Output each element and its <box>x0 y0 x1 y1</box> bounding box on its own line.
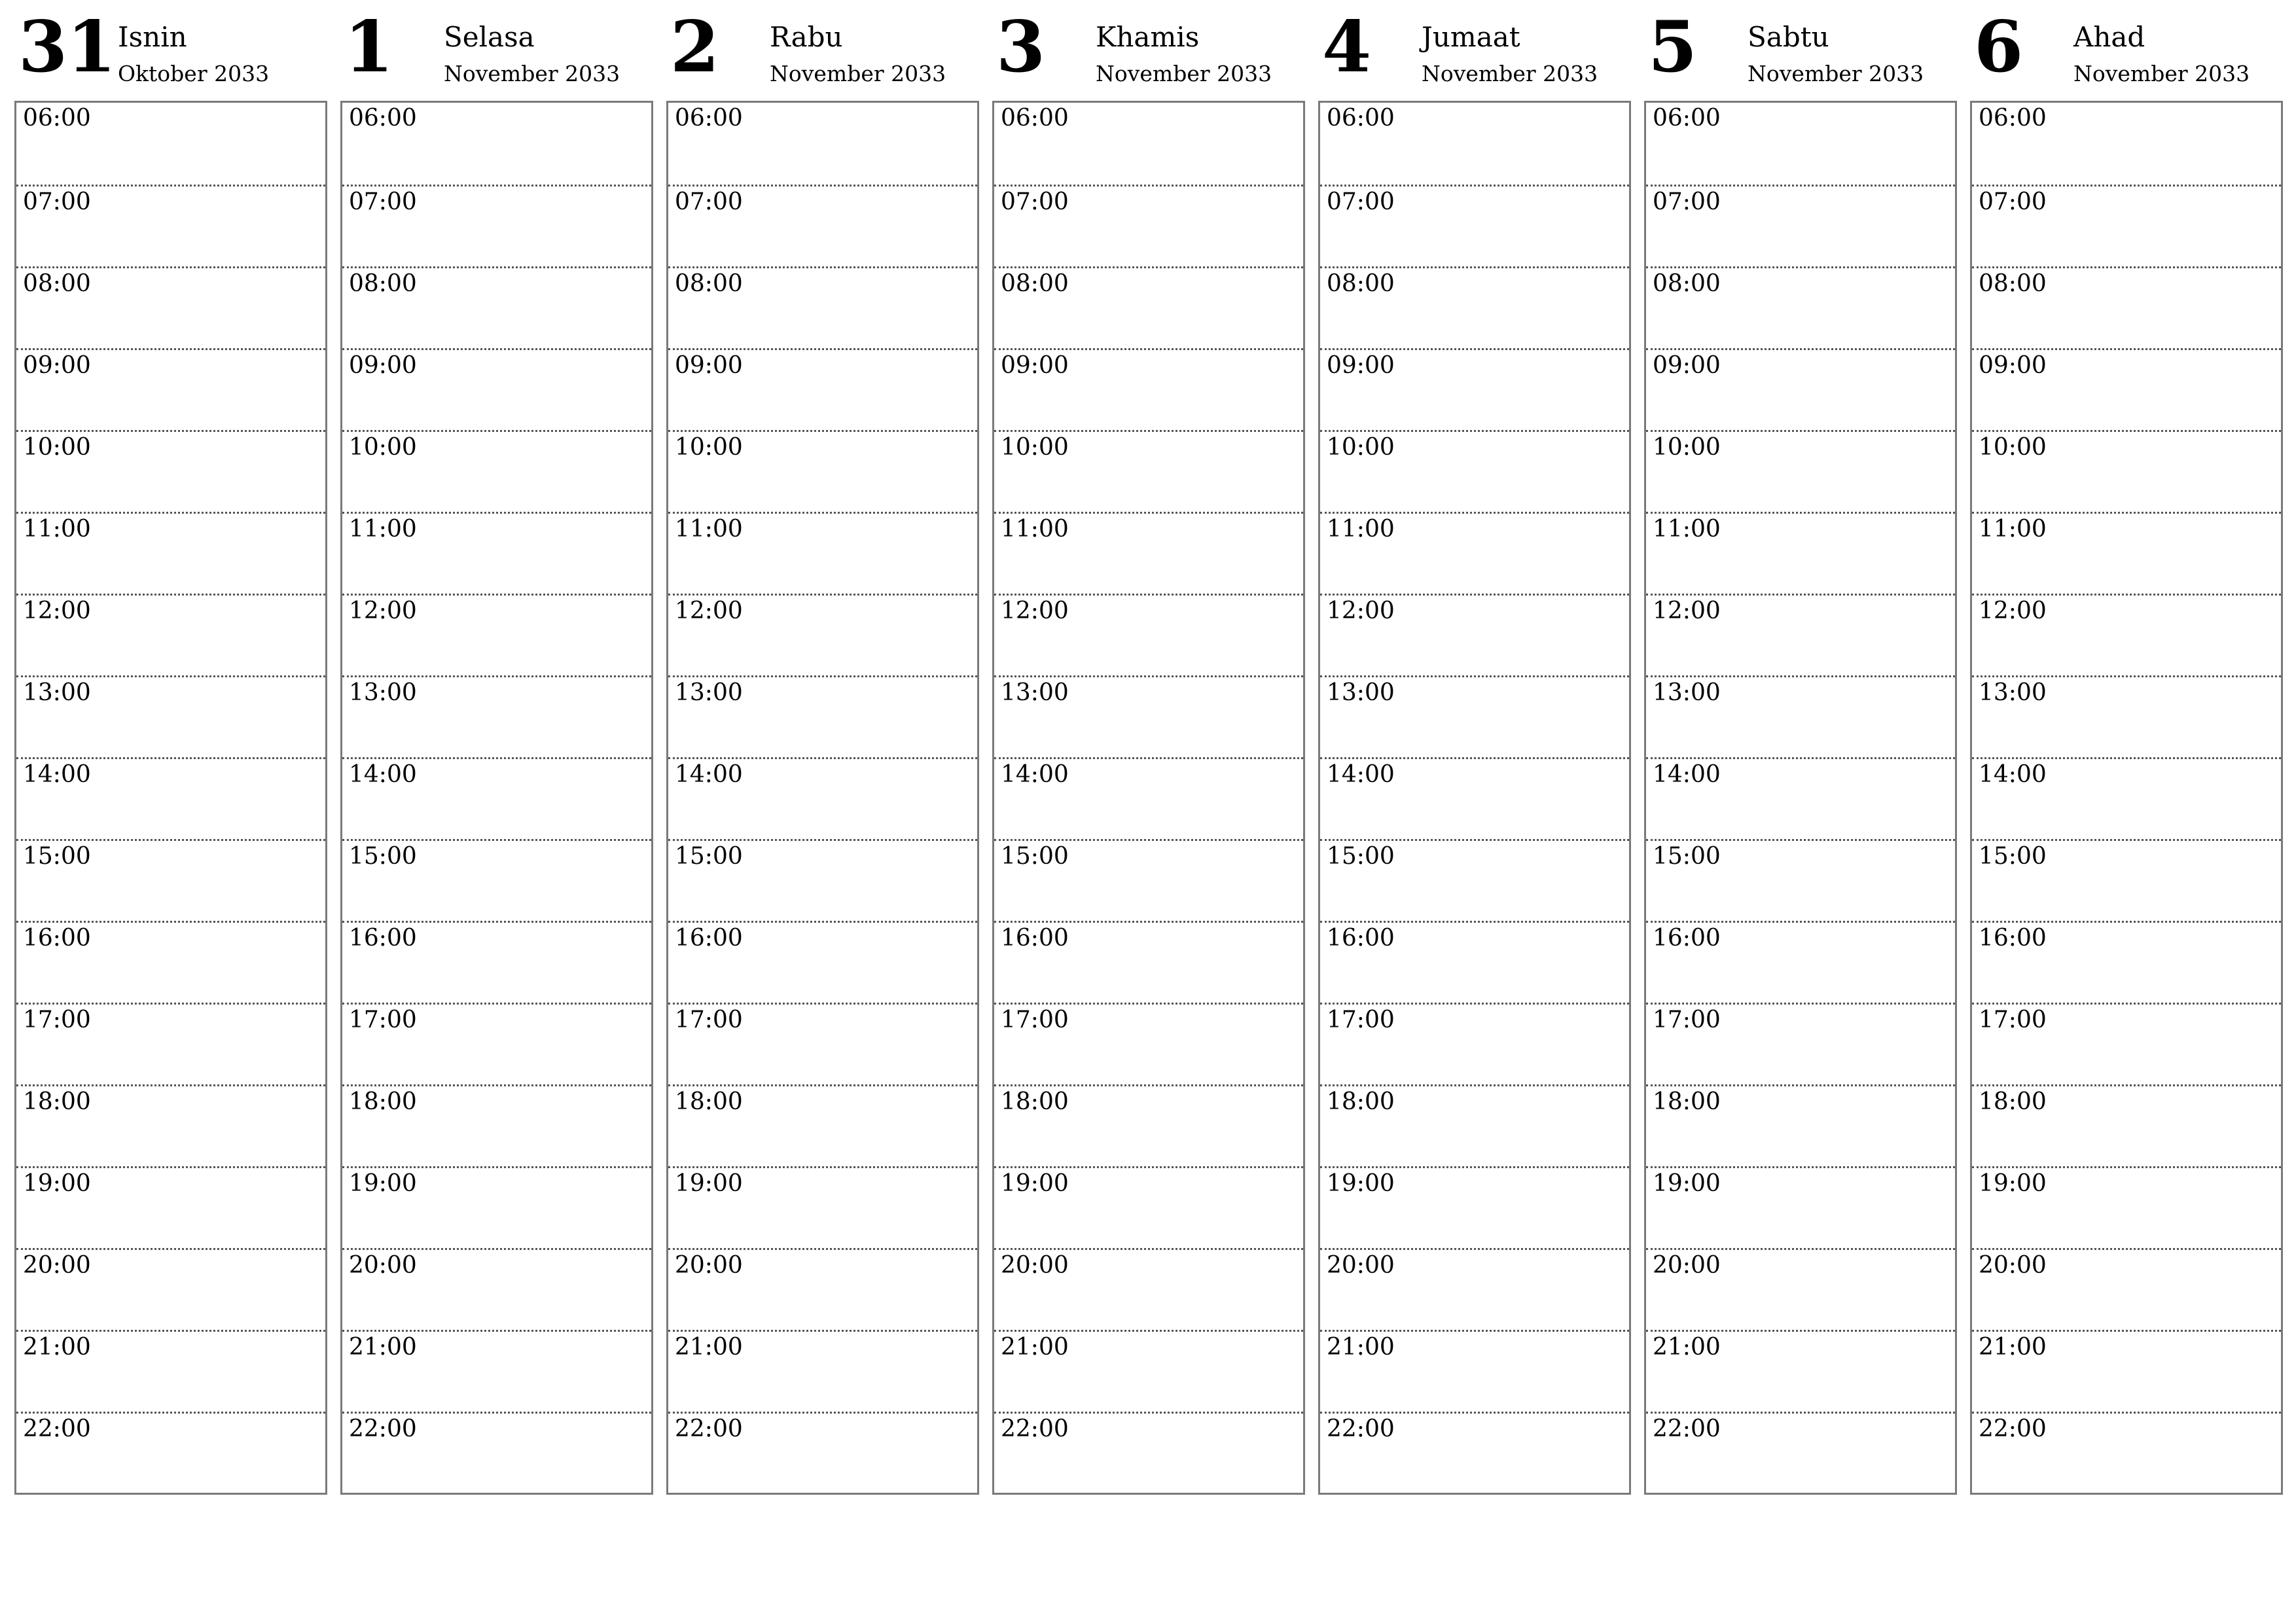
time-slot-label: 19:00 <box>675 1170 743 1197</box>
time-slot[interactable] <box>16 103 325 185</box>
time-slot[interactable] <box>668 512 977 594</box>
time-slot-label: 13:00 <box>1327 679 1395 706</box>
time-slot-label: 11:00 <box>349 516 417 543</box>
time-slot[interactable] <box>1646 1084 1955 1166</box>
time-slot[interactable] <box>994 757 1303 839</box>
time-slot-label: 22:00 <box>675 1416 743 1442</box>
time-slot[interactable] <box>342 1166 651 1248</box>
time-slot[interactable] <box>994 1166 1303 1248</box>
day-column <box>340 0 653 1499</box>
time-slot[interactable] <box>994 1330 1303 1412</box>
time-slot[interactable] <box>1646 512 1955 594</box>
time-slot[interactable] <box>1320 512 1629 594</box>
time-slot-label: 19:00 <box>1653 1170 1721 1197</box>
day-name: Jumaat <box>1422 21 1520 53</box>
time-slot-label: 17:00 <box>23 1007 91 1033</box>
time-slot-label: 18:00 <box>1327 1088 1395 1115</box>
time-slot[interactable] <box>1320 1412 1629 1493</box>
time-slot-label: 11:00 <box>23 516 91 543</box>
time-slot[interactable] <box>1646 675 1955 757</box>
time-slot-label: 06:00 <box>23 105 91 132</box>
time-slot[interactable] <box>994 675 1303 757</box>
time-slot-label: 18:00 <box>23 1088 91 1115</box>
time-slot-label: 06:00 <box>1653 105 1721 132</box>
time-slot[interactable] <box>1320 839 1629 921</box>
time-slot[interactable] <box>1972 1003 2281 1084</box>
time-slot[interactable] <box>994 1412 1303 1493</box>
time-slot[interactable] <box>668 1412 977 1493</box>
time-slot-label: 21:00 <box>1327 1334 1395 1361</box>
time-slot-label: 18:00 <box>675 1088 743 1115</box>
time-slot-label: 17:00 <box>1979 1007 2047 1033</box>
time-slot-label: 09:00 <box>349 352 417 379</box>
time-slot-label: 18:00 <box>1979 1088 2047 1115</box>
time-slot-label: 16:00 <box>1001 925 1069 952</box>
time-slot-label: 21:00 <box>1653 1334 1721 1361</box>
time-slot[interactable] <box>1646 921 1955 1003</box>
time-slot-label: 15:00 <box>23 843 91 870</box>
time-slot[interactable] <box>1646 839 1955 921</box>
day-schedule-box <box>992 101 1305 1495</box>
day-header <box>1644 0 1957 99</box>
time-slot-label: 22:00 <box>23 1416 91 1442</box>
time-slot-label: 13:00 <box>1979 679 2047 706</box>
day-month-year: November 2033 <box>444 61 620 86</box>
time-slot-label: 09:00 <box>675 352 743 379</box>
time-slot[interactable] <box>16 921 325 1003</box>
time-slot-label: 10:00 <box>1653 434 1721 461</box>
time-slot-label: 22:00 <box>349 1416 417 1442</box>
time-slot-label: 08:00 <box>1979 270 2047 297</box>
time-slot[interactable] <box>1320 594 1629 675</box>
time-slot[interactable] <box>1972 1248 2281 1330</box>
day-column <box>1318 0 1631 1499</box>
time-slot[interactable] <box>1972 921 2281 1003</box>
time-slot-label: 22:00 <box>1653 1416 1721 1442</box>
time-slot-label: 06:00 <box>675 105 743 132</box>
time-slot-label: 15:00 <box>1327 843 1395 870</box>
time-slot[interactable] <box>1646 348 1955 430</box>
time-slot[interactable] <box>342 1412 651 1493</box>
time-slot[interactable] <box>1972 839 2281 921</box>
time-slot[interactable] <box>16 430 325 512</box>
day-number: 3 <box>996 6 1045 88</box>
time-slot-label: 14:00 <box>675 761 743 788</box>
time-slot[interactable] <box>1646 103 1955 185</box>
weekly-planner <box>14 0 2283 1499</box>
time-slot[interactable] <box>994 103 1303 185</box>
day-month-year: November 2033 <box>1096 61 1272 86</box>
day-column <box>1970 0 2283 1499</box>
time-slot[interactable] <box>16 512 325 594</box>
time-slot-label: 17:00 <box>349 1007 417 1033</box>
time-slot[interactable] <box>1972 594 2281 675</box>
time-slot-label: 10:00 <box>675 434 743 461</box>
time-slot-label: 10:00 <box>1979 434 2047 461</box>
time-slot[interactable] <box>342 839 651 921</box>
time-slot-label: 17:00 <box>1001 1007 1069 1033</box>
day-month-year: November 2033 <box>770 61 946 86</box>
time-slot-label: 16:00 <box>1979 925 2047 952</box>
time-slot-label: 14:00 <box>1979 761 2047 788</box>
time-slot[interactable] <box>16 348 325 430</box>
time-slot[interactable] <box>342 266 651 348</box>
time-slot-label: 10:00 <box>1001 434 1069 461</box>
time-slot-label: 15:00 <box>349 843 417 870</box>
day-schedule-box <box>1970 101 2283 1495</box>
time-slot-label: 22:00 <box>1001 1416 1069 1442</box>
time-slot-label: 08:00 <box>23 270 91 297</box>
time-slot-label: 08:00 <box>1327 270 1395 297</box>
time-slot-label: 16:00 <box>675 925 743 952</box>
day-number: 5 <box>1648 6 1697 88</box>
time-slot[interactable] <box>342 675 651 757</box>
time-slot[interactable] <box>1646 430 1955 512</box>
time-slot-label: 14:00 <box>23 761 91 788</box>
time-slot[interactable] <box>668 185 977 266</box>
time-slot[interactable] <box>16 266 325 348</box>
time-slot-label: 09:00 <box>23 352 91 379</box>
time-slot-label: 16:00 <box>1327 925 1395 952</box>
time-slot-label: 13:00 <box>349 679 417 706</box>
time-slot[interactable] <box>668 348 977 430</box>
time-slot[interactable] <box>16 757 325 839</box>
time-slot[interactable] <box>668 1084 977 1166</box>
time-slot-label: 06:00 <box>1001 105 1069 132</box>
time-slot[interactable] <box>16 1003 325 1084</box>
time-slot[interactable] <box>668 839 977 921</box>
time-slot[interactable] <box>668 1248 977 1330</box>
time-slot[interactable] <box>342 348 651 430</box>
time-slot[interactable] <box>1646 185 1955 266</box>
time-slot[interactable] <box>994 839 1303 921</box>
time-slot-label: 09:00 <box>1001 352 1069 379</box>
day-month-year: November 2033 <box>2073 61 2250 86</box>
time-slot-label: 09:00 <box>1979 352 2047 379</box>
time-slot-label: 20:00 <box>1327 1252 1395 1279</box>
day-header <box>340 0 653 99</box>
day-name: Isnin <box>118 21 187 53</box>
time-slot-label: 13:00 <box>1001 679 1069 706</box>
time-slot[interactable] <box>16 675 325 757</box>
time-slot[interactable] <box>668 921 977 1003</box>
time-slot[interactable] <box>994 1003 1303 1084</box>
day-schedule-box <box>1644 101 1957 1495</box>
time-slot[interactable] <box>1320 348 1629 430</box>
time-slot-label: 19:00 <box>1327 1170 1395 1197</box>
time-slot-label: 14:00 <box>1653 761 1721 788</box>
time-slot-label: 16:00 <box>1653 925 1721 952</box>
time-slot[interactable] <box>1972 103 2281 185</box>
time-slot[interactable] <box>994 185 1303 266</box>
time-slot-label: 06:00 <box>349 105 417 132</box>
day-name: Selasa <box>444 21 535 53</box>
time-slot[interactable] <box>1972 430 2281 512</box>
time-slot[interactable] <box>1320 1166 1629 1248</box>
time-slot[interactable] <box>668 594 977 675</box>
time-slot-label: 20:00 <box>1979 1252 2047 1279</box>
time-slot-label: 15:00 <box>1653 843 1721 870</box>
day-column <box>14 0 327 1499</box>
time-slot[interactable] <box>1646 266 1955 348</box>
time-slot-label: 11:00 <box>1327 516 1395 543</box>
time-slot[interactable] <box>16 1248 325 1330</box>
time-slot[interactable] <box>1320 675 1629 757</box>
time-slot-label: 07:00 <box>1327 188 1395 215</box>
day-header <box>1970 0 2283 99</box>
time-slot[interactable] <box>342 430 651 512</box>
day-month-year: November 2033 <box>1422 61 1598 86</box>
time-slot[interactable] <box>1646 1330 1955 1412</box>
time-slot[interactable] <box>1320 185 1629 266</box>
time-slot[interactable] <box>668 1003 977 1084</box>
time-slot-label: 18:00 <box>1653 1088 1721 1115</box>
time-slot[interactable] <box>1972 1084 2281 1166</box>
day-schedule-box <box>14 101 327 1495</box>
time-slot-label: 12:00 <box>23 597 91 624</box>
time-slot-label: 17:00 <box>675 1007 743 1033</box>
day-month-year: November 2033 <box>1748 61 1924 86</box>
time-slot-label: 22:00 <box>1327 1416 1395 1442</box>
time-slot[interactable] <box>1646 1248 1955 1330</box>
day-name: Rabu <box>770 21 843 53</box>
time-slot-label: 21:00 <box>675 1334 743 1361</box>
time-slot[interactable] <box>1320 103 1629 185</box>
time-slot[interactable] <box>1972 266 2281 348</box>
day-column <box>666 0 979 1499</box>
time-slot-label: 10:00 <box>349 434 417 461</box>
time-slot-label: 06:00 <box>1979 105 2047 132</box>
time-slot[interactable] <box>342 1003 651 1084</box>
time-slot[interactable] <box>342 1084 651 1166</box>
time-slot[interactable] <box>1646 594 1955 675</box>
time-slot-label: 14:00 <box>349 761 417 788</box>
day-name: Ahad <box>2073 21 2145 53</box>
time-slot[interactable] <box>994 1248 1303 1330</box>
time-slot-label: 07:00 <box>349 188 417 215</box>
time-slot-label: 13:00 <box>23 679 91 706</box>
time-slot-label: 08:00 <box>349 270 417 297</box>
time-slot-label: 16:00 <box>23 925 91 952</box>
time-slot[interactable] <box>1972 1166 2281 1248</box>
day-name: Khamis <box>1096 21 1200 53</box>
time-slot[interactable] <box>16 1412 325 1493</box>
time-slot[interactable] <box>342 1248 651 1330</box>
day-number: 1 <box>344 6 393 88</box>
time-slot[interactable] <box>16 1166 325 1248</box>
day-number: 6 <box>1974 6 2023 88</box>
time-slot-label: 19:00 <box>349 1170 417 1197</box>
time-slot-label: 20:00 <box>349 1252 417 1279</box>
time-slot[interactable] <box>16 1084 325 1166</box>
time-slot-label: 10:00 <box>23 434 91 461</box>
day-schedule-box <box>340 101 653 1495</box>
time-slot-label: 15:00 <box>1979 843 2047 870</box>
day-header <box>1318 0 1631 99</box>
time-slot-label: 09:00 <box>1653 352 1721 379</box>
time-slot[interactable] <box>16 1330 325 1412</box>
time-slot[interactable] <box>16 839 325 921</box>
time-slot[interactable] <box>668 430 977 512</box>
time-slot-label: 20:00 <box>675 1252 743 1279</box>
time-slot[interactable] <box>16 594 325 675</box>
time-slot-label: 21:00 <box>1979 1334 2047 1361</box>
day-number: 4 <box>1322 6 1371 88</box>
time-slot-label: 20:00 <box>1653 1252 1721 1279</box>
time-slot-label: 15:00 <box>1001 843 1069 870</box>
time-slot[interactable] <box>342 512 651 594</box>
time-slot-label: 11:00 <box>1653 516 1721 543</box>
time-slot-label: 07:00 <box>1001 188 1069 215</box>
time-slot[interactable] <box>342 185 651 266</box>
time-slot[interactable] <box>1320 1248 1629 1330</box>
time-slot-label: 13:00 <box>675 679 743 706</box>
day-schedule-box <box>1318 101 1631 1495</box>
time-slot-label: 19:00 <box>23 1170 91 1197</box>
day-schedule-box <box>666 101 979 1495</box>
time-slot-label: 09:00 <box>1327 352 1395 379</box>
time-slot-label: 08:00 <box>1001 270 1069 297</box>
time-slot[interactable] <box>342 103 651 185</box>
time-slot[interactable] <box>668 266 977 348</box>
time-slot[interactable] <box>1646 1412 1955 1493</box>
time-slot[interactable] <box>342 757 651 839</box>
time-slot-label: 21:00 <box>349 1334 417 1361</box>
time-slot-label: 07:00 <box>1979 188 2047 215</box>
day-header <box>14 0 327 99</box>
time-slot[interactable] <box>1320 266 1629 348</box>
time-slot-label: 12:00 <box>1653 597 1721 624</box>
day-header <box>992 0 1305 99</box>
day-name: Sabtu <box>1748 21 1829 53</box>
time-slot[interactable] <box>1972 675 2281 757</box>
time-slot[interactable] <box>994 921 1303 1003</box>
time-slot-label: 22:00 <box>1979 1416 2047 1442</box>
day-number: 31 <box>18 6 116 88</box>
time-slot[interactable] <box>1646 1003 1955 1084</box>
time-slot[interactable] <box>1320 1330 1629 1412</box>
time-slot[interactable] <box>994 512 1303 594</box>
time-slot[interactable] <box>1972 185 2281 266</box>
time-slot[interactable] <box>994 266 1303 348</box>
day-number: 2 <box>670 6 719 88</box>
time-slot-label: 18:00 <box>349 1088 417 1115</box>
time-slot[interactable] <box>342 921 651 1003</box>
time-slot-label: 12:00 <box>1001 597 1069 624</box>
time-slot-label: 08:00 <box>1653 270 1721 297</box>
time-slot[interactable] <box>1646 1166 1955 1248</box>
time-slot[interactable] <box>342 594 651 675</box>
day-column <box>992 0 1305 1499</box>
time-slot[interactable] <box>1972 757 2281 839</box>
time-slot-label: 20:00 <box>1001 1252 1069 1279</box>
time-slot-label: 16:00 <box>349 925 417 952</box>
time-slot-label: 07:00 <box>23 188 91 215</box>
time-slot-label: 19:00 <box>1979 1170 2047 1197</box>
time-slot[interactable] <box>1972 348 2281 430</box>
time-slot-label: 07:00 <box>1653 188 1721 215</box>
time-slot-label: 07:00 <box>675 188 743 215</box>
time-slot-label: 11:00 <box>1979 516 2047 543</box>
time-slot-label: 21:00 <box>1001 1334 1069 1361</box>
time-slot[interactable] <box>342 1330 651 1412</box>
time-slot-label: 06:00 <box>1327 105 1395 132</box>
time-slot[interactable] <box>668 1166 977 1248</box>
time-slot-label: 17:00 <box>1327 1007 1395 1033</box>
time-slot[interactable] <box>668 103 977 185</box>
time-slot[interactable] <box>994 430 1303 512</box>
time-slot[interactable] <box>1972 512 2281 594</box>
time-slot-label: 11:00 <box>675 516 743 543</box>
time-slot[interactable] <box>1320 757 1629 839</box>
time-slot-label: 21:00 <box>23 1334 91 1361</box>
time-slot[interactable] <box>1972 1330 2281 1412</box>
time-slot-label: 12:00 <box>1979 597 2047 624</box>
time-slot[interactable] <box>1972 1412 2281 1493</box>
time-slot-label: 19:00 <box>1001 1170 1069 1197</box>
time-slot[interactable] <box>994 594 1303 675</box>
time-slot-label: 14:00 <box>1327 761 1395 788</box>
time-slot-label: 13:00 <box>1653 679 1721 706</box>
day-column <box>1644 0 1957 1499</box>
time-slot[interactable] <box>16 185 325 266</box>
time-slot-label: 08:00 <box>675 270 743 297</box>
time-slot[interactable] <box>668 675 977 757</box>
time-slot[interactable] <box>1320 921 1629 1003</box>
time-slot-label: 12:00 <box>349 597 417 624</box>
time-slot[interactable] <box>1646 757 1955 839</box>
time-slot-label: 12:00 <box>1327 597 1395 624</box>
time-slot-label: 20:00 <box>23 1252 91 1279</box>
time-slot-label: 10:00 <box>1327 434 1395 461</box>
time-slot-label: 18:00 <box>1001 1088 1069 1115</box>
time-slot[interactable] <box>1320 1003 1629 1084</box>
time-slot-label: 14:00 <box>1001 761 1069 788</box>
time-slot-label: 12:00 <box>675 597 743 624</box>
time-slot[interactable] <box>1320 430 1629 512</box>
time-slot[interactable] <box>668 757 977 839</box>
time-slot[interactable] <box>668 1330 977 1412</box>
time-slot[interactable] <box>1320 1084 1629 1166</box>
time-slot[interactable] <box>994 348 1303 430</box>
time-slot-label: 15:00 <box>675 843 743 870</box>
time-slot-label: 17:00 <box>1653 1007 1721 1033</box>
day-header <box>666 0 979 99</box>
time-slot[interactable] <box>994 1084 1303 1166</box>
time-slot-label: 11:00 <box>1001 516 1069 543</box>
day-month-year: Oktober 2033 <box>118 61 270 86</box>
